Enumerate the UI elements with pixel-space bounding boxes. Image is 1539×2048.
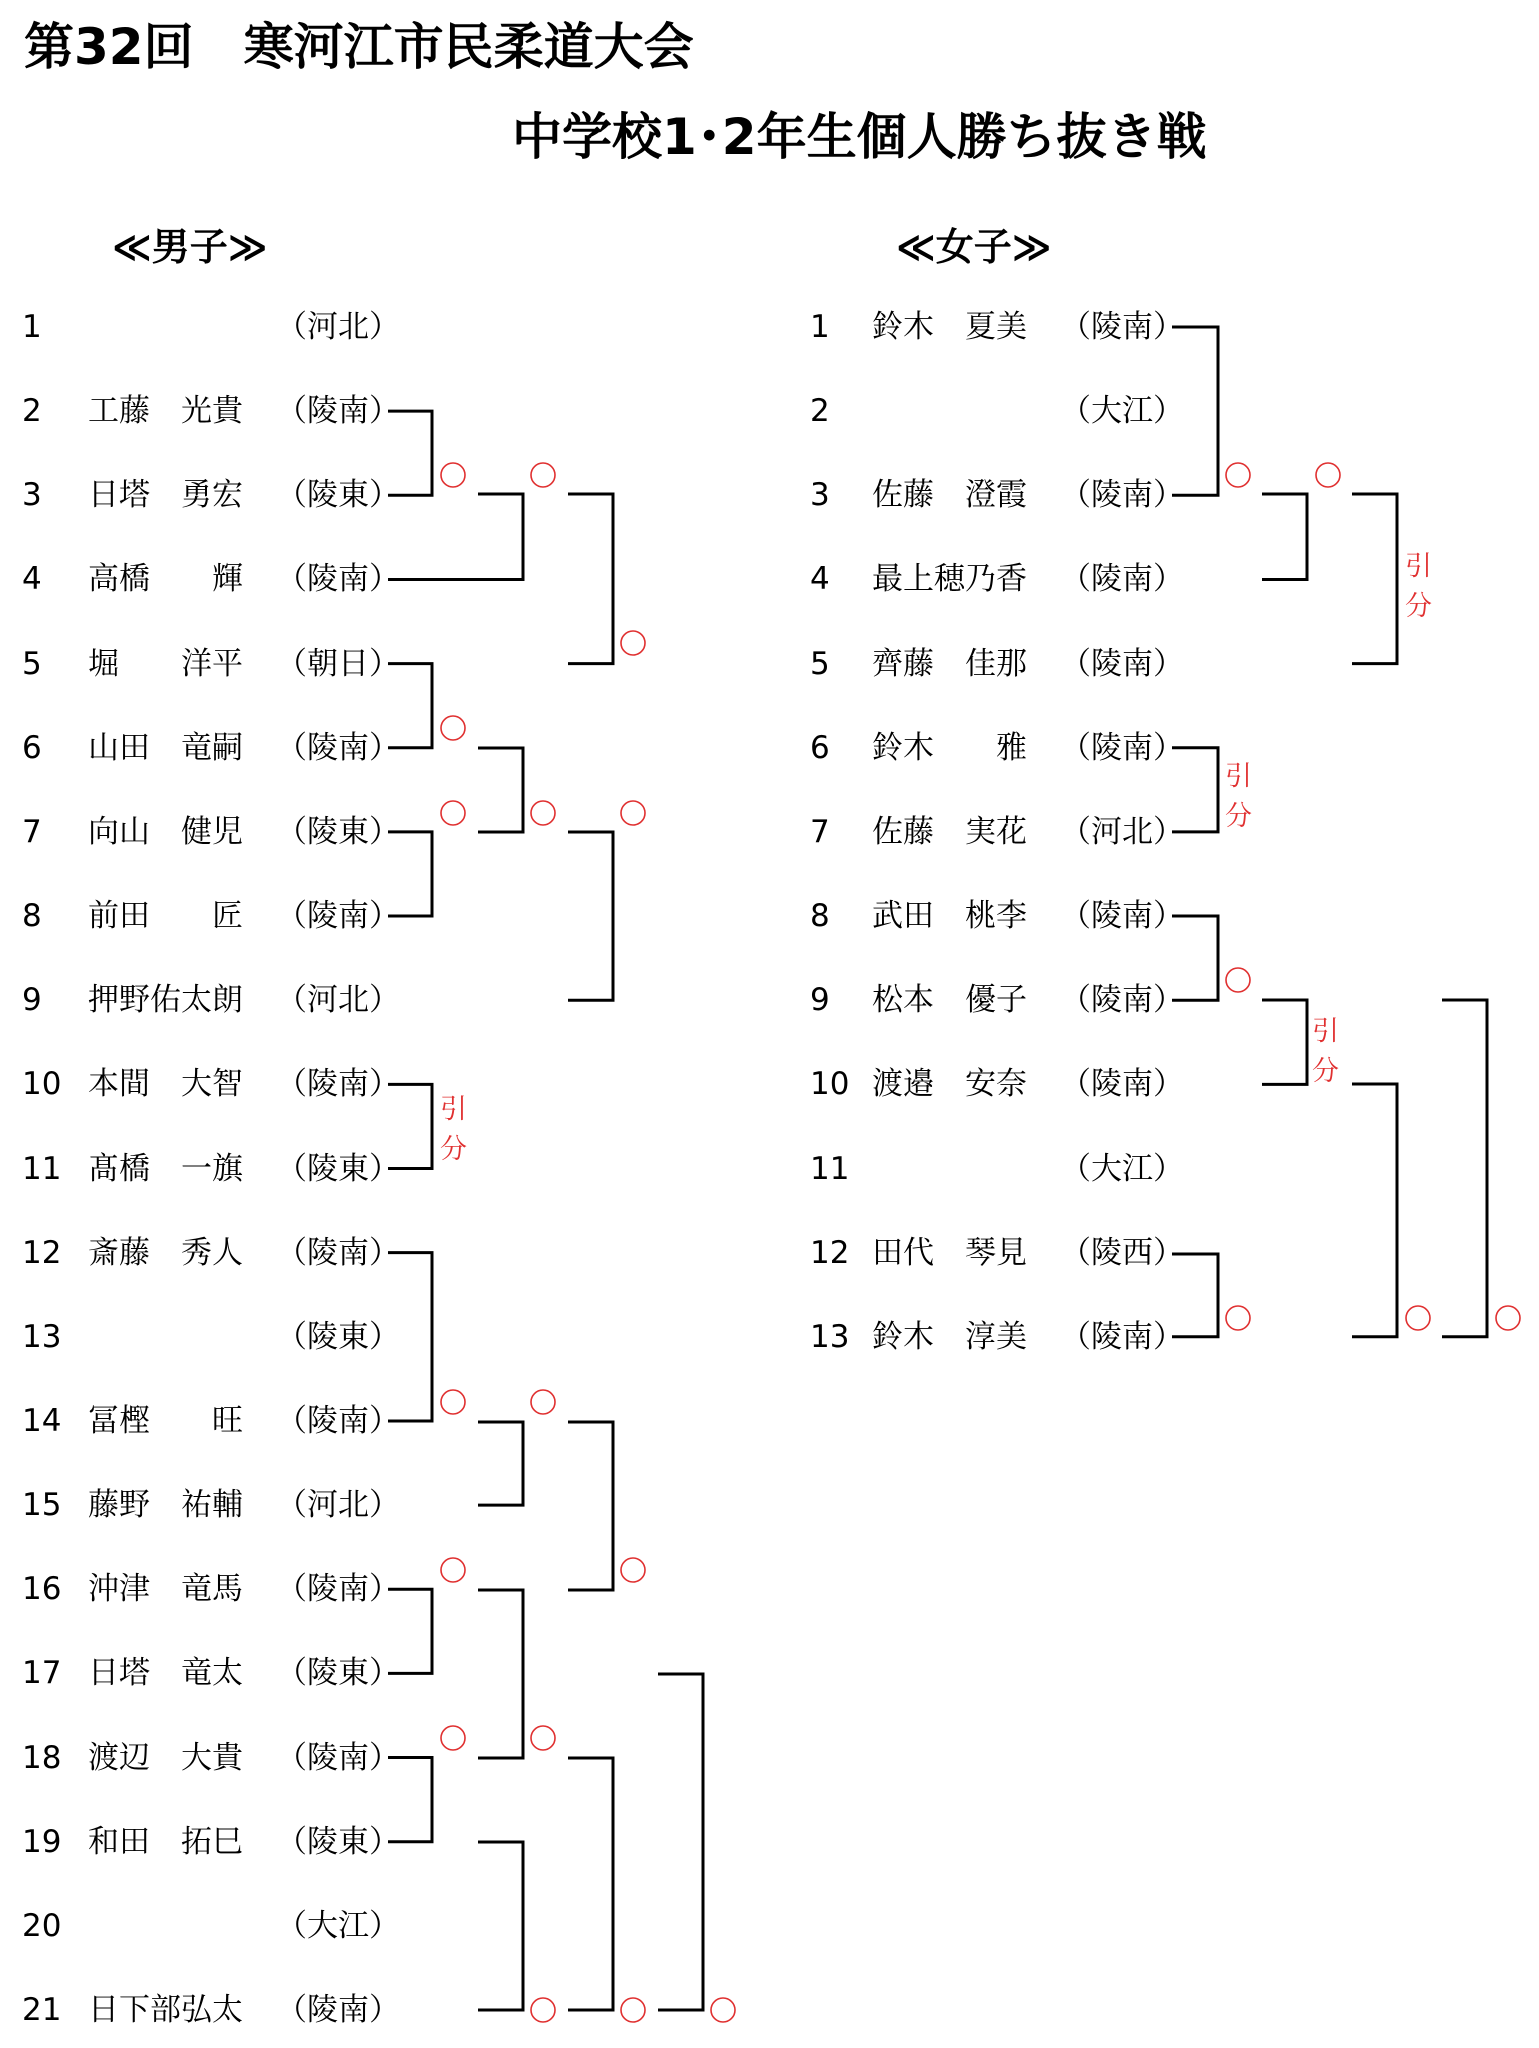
entry-number: 8 (810, 898, 830, 935)
entry-school: （陵東） (276, 1823, 400, 1860)
bracket-line (568, 1758, 613, 2010)
bracket-line (478, 1842, 523, 2010)
draw-mark-1: 引 (1225, 761, 1252, 792)
entry-school: （陵東） (276, 1318, 400, 1355)
entry-name: 武田 桃李 (872, 898, 1027, 935)
entry-name: 佐藤 実花 (872, 813, 1027, 850)
entry-number: 12 (22, 1234, 62, 1271)
entry-number: 21 (22, 1992, 62, 2028)
entry-name: 鈴木 雅 (872, 729, 1027, 766)
entry-number: 4 (22, 561, 42, 598)
entry-name: 日塔 勇宏 (88, 477, 243, 514)
entry-school: （河北） (276, 1487, 400, 1524)
entry-school: （陵西） (1060, 1234, 1184, 1271)
entry-name: 本間 大智 (88, 1066, 243, 1103)
entry-school: （陵南） (1060, 561, 1184, 598)
entry-name: 松本 優子 (872, 982, 1027, 1019)
bracket-line (478, 1422, 523, 1505)
entry-school: （陵南） (1060, 309, 1184, 345)
entry-school: （大江） (1060, 393, 1184, 430)
entry-name: 渡辺 大貴 (88, 1739, 243, 1776)
entry-name: 渡邉 安奈 (872, 1066, 1027, 1103)
bracket-line (658, 1674, 703, 2010)
entry-school: （陵南） (276, 1066, 400, 1103)
entry-school: （河北） (1060, 813, 1184, 850)
entry-number: 3 (22, 477, 42, 514)
bracket-line (388, 832, 432, 916)
entry-name: 鈴木 淳美 (872, 1318, 1027, 1355)
entry-number: 7 (810, 813, 830, 850)
bracket-line (568, 832, 613, 1000)
win-mark (531, 1390, 555, 1414)
entry-name: 齊藤 佳那 (872, 645, 1027, 682)
entry-school: （大江） (276, 1907, 400, 1944)
win-mark (711, 1998, 735, 2022)
win-mark (441, 801, 465, 825)
bracket-line (388, 1589, 432, 1673)
win-mark (1226, 463, 1250, 487)
entry-school: （陵東） (276, 813, 400, 850)
entry-school: （陵南） (276, 1234, 400, 1271)
entry-school: （陵南） (1060, 1066, 1184, 1103)
entry-name: 藤野 祐輔 (88, 1487, 243, 1524)
entry-number: 19 (22, 1823, 62, 1860)
entry-school: （陵東） (276, 477, 400, 514)
draw-mark-1: 引 (1405, 551, 1432, 582)
entry-school: （陵東） (276, 1150, 400, 1187)
entry-number: 4 (810, 561, 830, 598)
win-mark (621, 801, 645, 825)
entry-number: 2 (22, 393, 42, 430)
win-mark (531, 463, 555, 487)
entry-number: 9 (810, 982, 830, 1019)
entry-school: （陵南） (276, 1402, 400, 1439)
entry-name: 日塔 竜太 (88, 1655, 243, 1692)
entry-name: 斎藤 秀人 (88, 1234, 243, 1271)
entry-number: 13 (22, 1318, 62, 1355)
entry-school: （陵南） (276, 561, 400, 598)
entry-school: （朝日） (276, 645, 400, 682)
entry-number: 1 (810, 309, 830, 345)
entry-school: （河北） (276, 309, 400, 345)
bracket-line (388, 1758, 432, 1842)
entry-school: （陵南） (276, 393, 400, 430)
entry-school: （陵南） (1060, 898, 1184, 935)
bracket-line (1262, 494, 1307, 579)
draw-mark-1: 引 (440, 1094, 467, 1125)
entry-number: 5 (22, 645, 42, 682)
entry-number: 18 (22, 1739, 62, 1776)
win-mark (441, 716, 465, 740)
win-mark (1226, 968, 1250, 992)
entry-name: 押野佑太朗 (88, 982, 243, 1019)
entry-name: 前田 匠 (88, 898, 243, 935)
entry-number: 12 (810, 1234, 850, 1271)
bracket-line (1172, 1254, 1218, 1337)
entry-number: 1 (22, 309, 42, 345)
draw-mark-2: 分 (440, 1134, 467, 1165)
draw-mark-1: 引 (1312, 1016, 1339, 1047)
entry-name: 鈴木 夏美 (872, 309, 1027, 345)
entry-number: 8 (22, 898, 42, 935)
entry-school: （陵南） (1060, 645, 1184, 682)
bracket-line (478, 1590, 523, 1758)
win-mark (1406, 1306, 1430, 1330)
bracket-line (1172, 748, 1218, 832)
entry-school: （陵南） (276, 729, 400, 766)
win-mark (621, 1998, 645, 2022)
entry-school: （陵南） (276, 1992, 400, 2028)
entry-name: 髙橋 一旗 (88, 1150, 243, 1187)
draw-mark-2: 分 (1405, 591, 1432, 622)
win-mark (1496, 1306, 1520, 1330)
entry-number: 7 (22, 813, 42, 850)
entry-number: 16 (22, 1571, 62, 1608)
win-mark (441, 463, 465, 487)
entry-school: （陵南） (276, 1571, 400, 1608)
entry-name: 工藤 光貴 (88, 393, 243, 430)
win-mark (531, 1726, 555, 1750)
bracket-line (388, 1253, 432, 1421)
entry-name: 最上穂乃香 (872, 561, 1027, 598)
entry-name: 沖津 竜馬 (88, 1571, 243, 1608)
bracket-line (568, 1422, 613, 1590)
entry-number: 5 (810, 645, 830, 682)
bracket-line (388, 664, 432, 748)
girls-heading: ≪女子≫ (896, 225, 1052, 269)
win-mark (621, 631, 645, 655)
win-mark (1226, 1306, 1250, 1330)
bracket-line (1352, 1084, 1397, 1337)
bracket-line (388, 411, 432, 495)
entry-number: 9 (22, 982, 42, 1019)
win-mark (621, 1558, 645, 1582)
entry-school: （陵南） (276, 898, 400, 935)
entry-number: 10 (810, 1066, 850, 1103)
entry-name: 向山 健児 (88, 813, 243, 850)
entry-school: （陵南） (1060, 982, 1184, 1019)
entry-number: 20 (22, 1907, 62, 1944)
entry-number: 2 (810, 393, 830, 430)
entry-school: （河北） (276, 982, 400, 1019)
entry-number: 14 (22, 1402, 62, 1439)
win-mark (441, 1726, 465, 1750)
entry-school: （大江） (1060, 1150, 1184, 1187)
entry-name: 冨樫 旺 (88, 1402, 243, 1439)
bracket-line (568, 494, 613, 664)
entry-number: 10 (22, 1066, 62, 1103)
entry-number: 15 (22, 1487, 62, 1524)
bracket-line (1172, 916, 1218, 1000)
entry-name: 日下部弘太 (88, 1992, 243, 2028)
entry-number: 17 (22, 1655, 62, 1692)
entry-school: （陵南） (276, 1739, 400, 1776)
win-mark (531, 801, 555, 825)
entry-number: 3 (810, 477, 830, 514)
entry-name: 田代 琴見 (872, 1234, 1027, 1271)
entry-number: 11 (22, 1150, 62, 1187)
tournament-subtitle: 中学校1･2年生個人勝ち抜き戦 (512, 108, 1207, 166)
bracket-line (1262, 1000, 1307, 1084)
win-mark (441, 1558, 465, 1582)
entry-school: （陵南） (1060, 1318, 1184, 1355)
entry-number: 6 (22, 729, 42, 766)
entry-number: 13 (810, 1318, 850, 1355)
entry-number: 6 (810, 729, 830, 766)
bracket-line (478, 748, 523, 832)
bracket-line (1352, 494, 1397, 664)
entry-name: 和田 拓巳 (88, 1823, 243, 1860)
win-mark (1316, 463, 1340, 487)
win-mark (531, 1998, 555, 2022)
entry-number: 11 (810, 1150, 850, 1187)
entry-name: 佐藤 澄霞 (872, 477, 1027, 514)
entry-name: 山田 竜嗣 (88, 729, 243, 766)
entry-name: 高橋 輝 (88, 561, 243, 598)
bracket-line (388, 494, 523, 579)
tournament-title: 第32回 寒河江市民柔道大会 (24, 18, 694, 76)
entry-name: 堀 洋平 (88, 645, 243, 682)
boys-heading: ≪男子≫ (112, 225, 268, 269)
entry-school: （陵南） (1060, 729, 1184, 766)
entry-school: （陵南） (1060, 477, 1184, 514)
bracket-line (1172, 327, 1218, 495)
draw-mark-2: 分 (1312, 1056, 1339, 1087)
draw-mark-2: 分 (1225, 801, 1252, 832)
bracket-line (1442, 1000, 1487, 1337)
entry-school: （陵東） (276, 1655, 400, 1692)
bracket-line (388, 1084, 432, 1168)
win-mark (441, 1390, 465, 1414)
